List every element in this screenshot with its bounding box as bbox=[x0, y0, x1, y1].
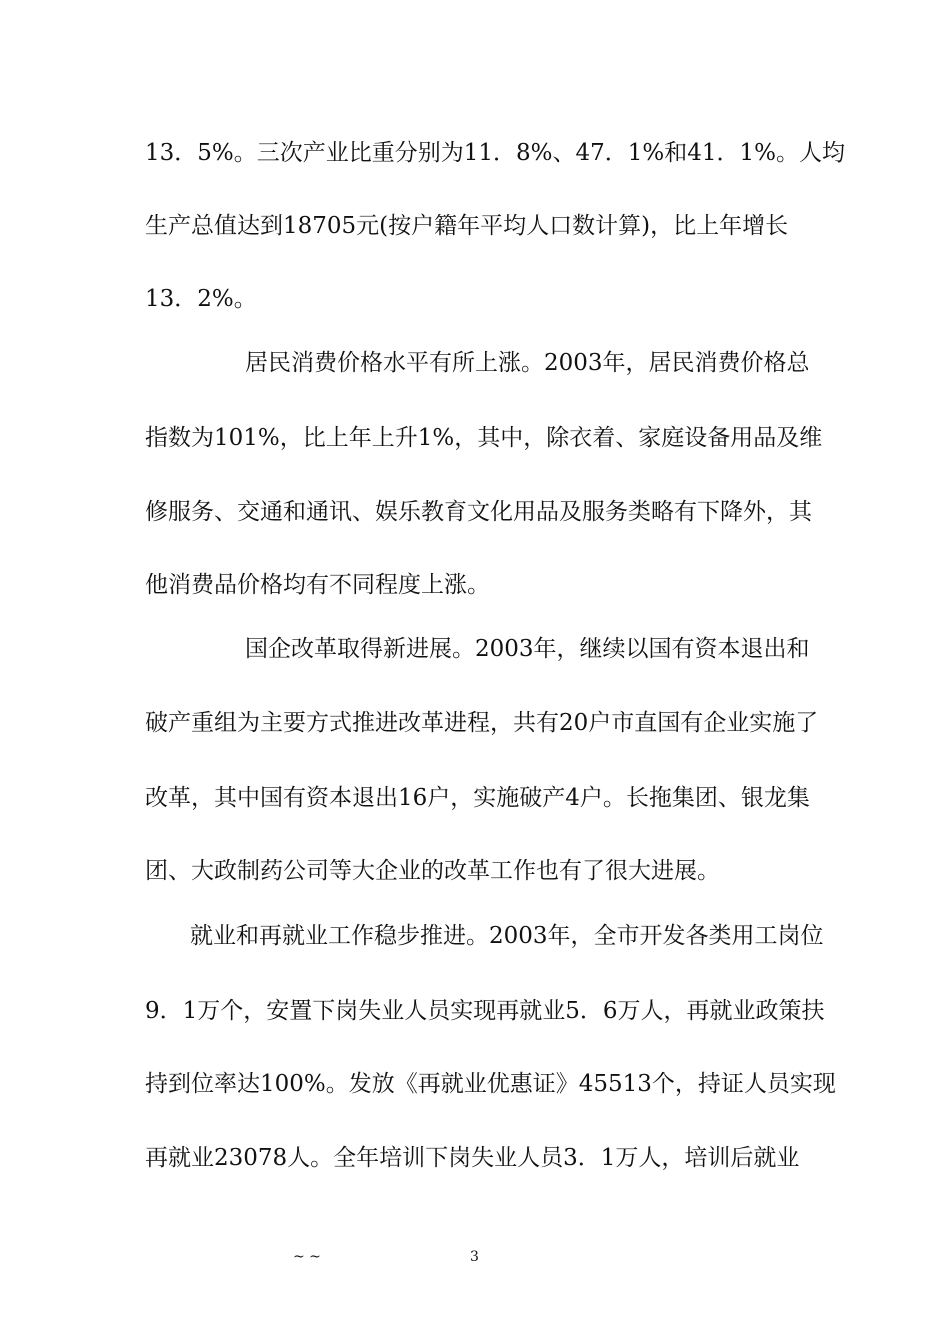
text-line: 修服务、交通和通讯、娱乐教育文化用品及服务类略有下降外，其 bbox=[145, 499, 812, 525]
text-line: 生产总值达到18705元(按户籍年平均人口数计算)，比上年增长 bbox=[145, 213, 789, 239]
text-line: 团、大政制药公司等大企业的改革工作也有了很大进展。 bbox=[145, 858, 720, 884]
text-line: 再就业23078人。全年培训下岗失业人员3．1万人，培训后就业 bbox=[145, 1145, 800, 1171]
text-line: 破产重组为主要方式推进改革进程，共有20户市直国有企业实施了 bbox=[145, 710, 819, 736]
text-line: 持到位率达100%。发放《再就业优惠证》45513个，持证人员实现 bbox=[145, 1071, 836, 1097]
text-line: 9．1万个，安置下岗失业人员实现再就业5．6万人，再就业政策扶 bbox=[145, 998, 825, 1024]
text-line: 13．2%。 bbox=[145, 286, 257, 312]
text-line: 指数为101%，比上年上升1%，其中，除衣着、家庭设备用品及维 bbox=[145, 425, 823, 451]
paragraph-start-line: 国企改革取得新进展。2003年，继续以国有资本退出和 bbox=[245, 636, 810, 662]
paragraph-start-line: 就业和再就业工作稳步推进。2003年，全市开发各类用工岗位 bbox=[190, 923, 824, 949]
footer-mark: ~ ~ bbox=[293, 1249, 321, 1265]
text-line: 改革，其中国有资本退出16户，实施破产4户。长拖集团、银龙集 bbox=[145, 785, 810, 811]
text-line: 他消费品价格均有不同程度上涨。 bbox=[145, 572, 490, 598]
page-number: 3 bbox=[470, 1249, 479, 1265]
text-line: 13．5%。三次产业比重分别为11．8%、47．1%和41．1%。人均 bbox=[145, 140, 846, 166]
paragraph-start-line: 居民消费价格水平有所上涨。2003年，居民消费价格总 bbox=[245, 350, 810, 376]
